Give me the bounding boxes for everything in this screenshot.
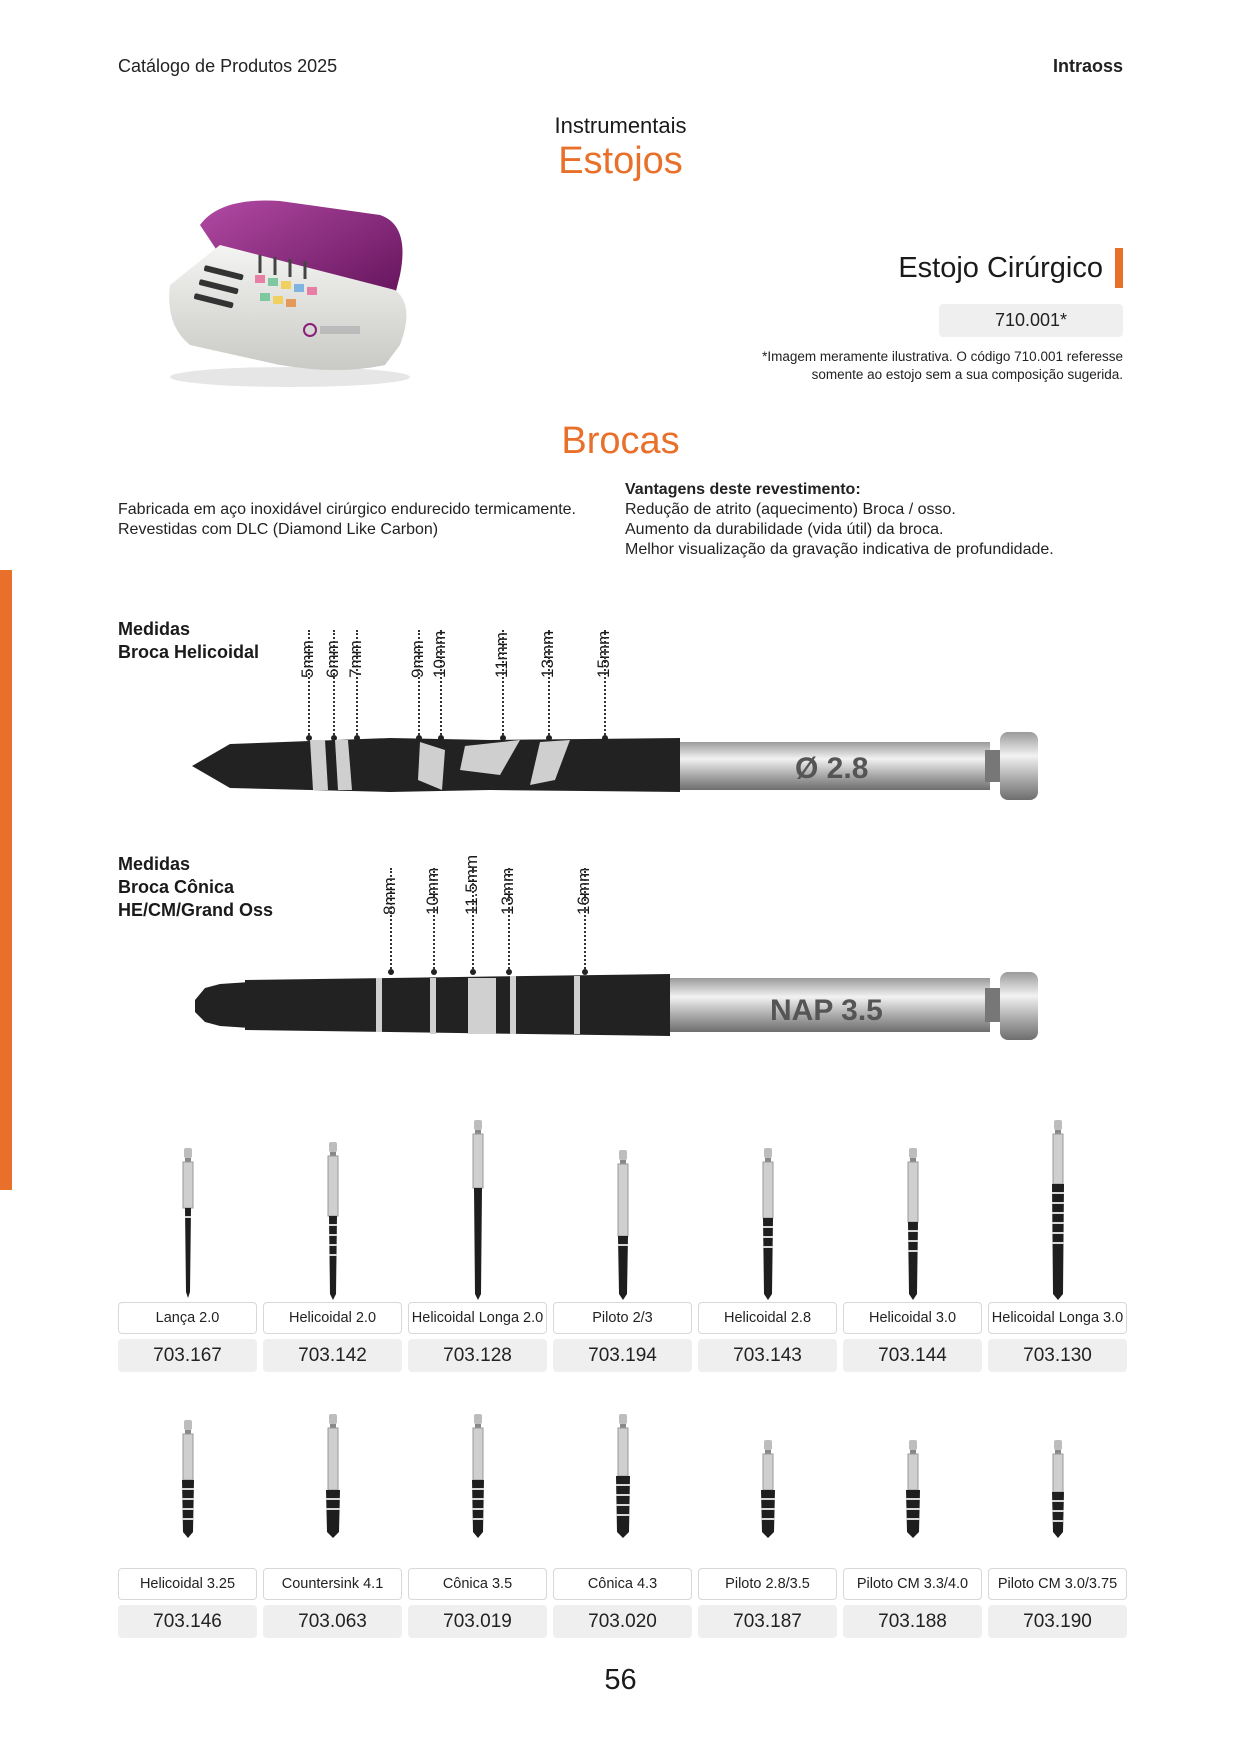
product-name: Helicoidal 3.25 xyxy=(118,1568,257,1600)
product-name: Helicoidal Longa 3.0 xyxy=(988,1302,1127,1334)
depth-mark-line xyxy=(472,868,474,972)
helicoidal-drill-image xyxy=(190,720,1060,810)
depth-mark-label: 9mm xyxy=(408,640,427,678)
medidas-line: Broca Cônica xyxy=(118,877,235,897)
drill-bit-thumbnail xyxy=(598,1414,648,1540)
note-line-1: *Imagem meramente ilustrativa. O código 710.001 referesse xyxy=(762,349,1123,364)
drill-bit-thumbnail xyxy=(1033,1440,1083,1540)
drill-bit-thumbnail xyxy=(743,1148,793,1302)
depth-mark-line xyxy=(584,868,586,972)
product-name: Helicoidal Longa 2.0 xyxy=(408,1302,547,1334)
depth-mark-label: 11.5mm xyxy=(462,854,481,915)
product-title: Estojo Cirúrgico xyxy=(898,252,1103,284)
product-name: Piloto CM 3.3/4.0 xyxy=(843,1568,982,1600)
advantage-item: Melhor visualização da gravação indicativa de profundidade. xyxy=(625,541,1054,558)
conica-drill-image xyxy=(190,960,1060,1050)
depth-mark-label: 16mm xyxy=(574,867,593,915)
product-code: 703.187 xyxy=(698,1605,837,1638)
depth-mark-label: 10mm xyxy=(430,630,449,678)
drill-bit-thumbnail xyxy=(453,1120,503,1302)
depth-mark-line xyxy=(433,868,435,972)
catalog-title: Catálogo de Produtos 2025 xyxy=(118,56,338,76)
drill-bit-thumbnail xyxy=(743,1440,793,1540)
section-title-estojos: Estojos xyxy=(558,140,683,182)
depth-mark-label: 11mm xyxy=(492,632,511,678)
desc-line-2: Revestidas com DLC (Diamond Like Carbon) xyxy=(118,521,439,538)
product-code: 703.020 xyxy=(553,1605,692,1638)
drill-bit-thumbnail xyxy=(1033,1120,1083,1302)
product-name: Cônica 4.3 xyxy=(553,1568,692,1600)
medidas-conica-label xyxy=(118,853,273,922)
desc-line-1: Fabricada em aço inoxidável cirúrgico endurecido termicamente. xyxy=(118,501,576,518)
side-accent-bar xyxy=(0,570,12,1190)
depth-mark-line xyxy=(508,868,510,972)
depth-mark-label: 7mm xyxy=(346,640,365,678)
product-code: 703.019 xyxy=(408,1605,547,1638)
advantage-item: Redução de atrito (aquecimento) Broca / osso. xyxy=(625,501,956,518)
product-code: 703.130 xyxy=(988,1339,1127,1372)
product-name: Helicoidal 2.8 xyxy=(698,1302,837,1334)
product-note xyxy=(703,348,1123,384)
product-name: Piloto 2.8/3.5 xyxy=(698,1568,837,1600)
product-code: 703.128 xyxy=(408,1339,547,1372)
section-title-brocas: Brocas xyxy=(561,420,680,462)
product-name: Piloto 2/3 xyxy=(553,1302,692,1334)
drill-bit-thumbnail xyxy=(308,1414,358,1540)
product-name: Helicoidal 3.0 xyxy=(843,1302,982,1334)
section-kicker: Instrumentais xyxy=(554,113,687,138)
advantages-list xyxy=(625,480,1145,560)
drill-bit-thumbnail xyxy=(163,1420,213,1540)
product-code: 703.146 xyxy=(118,1605,257,1638)
depth-mark-label: 13mm xyxy=(498,867,517,915)
note-line-2: somente ao estojo sem a sua composição sugerida. xyxy=(811,367,1123,382)
product-name: Piloto CM 3.0/3.75 xyxy=(988,1568,1127,1600)
medidas-line: Medidas xyxy=(118,619,191,639)
depth-mark-label: 5mm xyxy=(298,640,317,678)
product-name: Cônica 3.5 xyxy=(408,1568,547,1600)
medidas-helicoidal-label xyxy=(118,618,259,664)
product-code: 703.194 xyxy=(553,1339,692,1372)
product-name: Lança 2.0 xyxy=(118,1302,257,1334)
brand-name: Intraoss xyxy=(1052,56,1123,76)
title-accent-bar xyxy=(1115,248,1123,288)
product-name: Helicoidal 2.0 xyxy=(263,1302,402,1334)
depth-mark-label: 15mm xyxy=(594,630,613,678)
surgical-case-image xyxy=(160,195,420,395)
product-code: 703.144 xyxy=(843,1339,982,1372)
depth-mark-label: 8mm xyxy=(380,877,399,915)
drill-bit-thumbnail xyxy=(308,1142,358,1302)
product-code: 710.001* xyxy=(939,304,1123,337)
product-code: 703.142 xyxy=(263,1339,402,1372)
page-number: 56 xyxy=(604,1664,637,1696)
product-code: 703.188 xyxy=(843,1605,982,1638)
drill-engraving: Ø 2.8 xyxy=(795,752,869,785)
drill-bit-thumbnail xyxy=(888,1148,938,1302)
drill-engraving: NAP 3.5 xyxy=(770,994,883,1027)
product-code: 703.190 xyxy=(988,1605,1127,1638)
depth-mark-label: 10mm xyxy=(423,867,442,915)
product-code: 703.143 xyxy=(698,1339,837,1372)
depth-mark-line xyxy=(390,868,392,972)
product-code: 703.063 xyxy=(263,1605,402,1638)
drill-bit-thumbnail xyxy=(888,1440,938,1540)
drill-bit-thumbnail xyxy=(163,1148,213,1300)
drill-bit-thumbnail xyxy=(598,1150,648,1302)
product-name: Countersink 4.1 xyxy=(263,1568,402,1600)
depth-mark-label: 6mm xyxy=(323,640,342,678)
drill-bit-thumbnail xyxy=(453,1414,503,1540)
product-code: 703.167 xyxy=(118,1339,257,1372)
brocas-description xyxy=(118,500,618,540)
depth-mark-label: 13mm xyxy=(538,630,557,678)
advantages-title: Vantagens deste revestimento: xyxy=(625,481,861,498)
medidas-line: Medidas xyxy=(118,854,191,874)
advantage-item: Aumento da durabilidade (vida útil) da broca. xyxy=(625,521,944,538)
medidas-line: HE/CM/Grand Oss xyxy=(118,900,274,920)
medidas-line: Broca Helicoidal xyxy=(118,642,260,662)
